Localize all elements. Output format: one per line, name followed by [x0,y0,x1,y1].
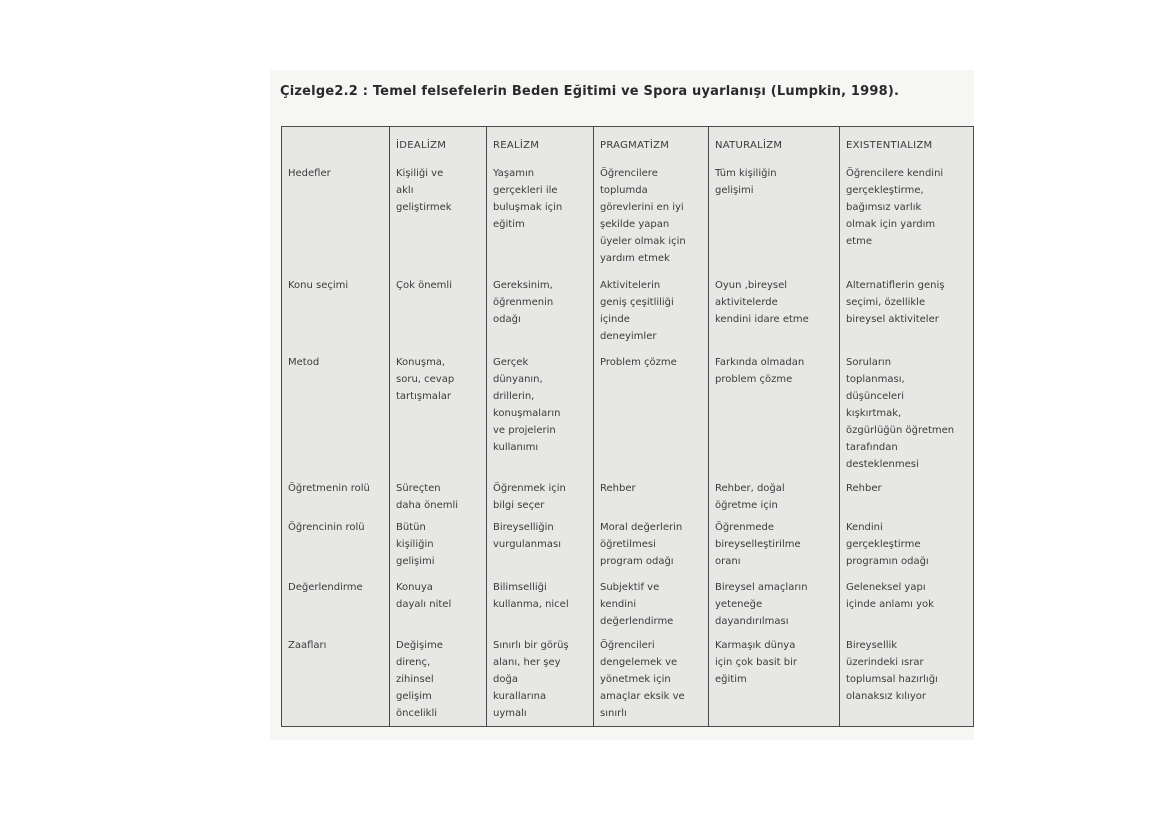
table-cell: Aktivitelerin geniş çeşitliliği içinde deneyimler [594,277,709,354]
table-row-ogretmenin-rolu [282,480,974,519]
table-cell: Subjektif ve kendini değerlendirme [594,579,709,637]
header-empty [282,127,390,165]
table-cell: Oyun ,bireysel aktivitelerde kendini idare etme [709,277,840,354]
table-cell: Tüm kişiliğin gelişimi [709,165,840,277]
table-cell: Rehber [840,480,974,519]
table-cell: Gerçek dünyanın, drillerin, konuşmaların ve projelerin kullanımı [487,354,594,480]
row-label: Öğretmenin rolü [282,480,390,519]
table-cell: Moral değerlerin öğretilmesi program odağı [594,519,709,579]
table-cell: Sınırlı bir görüş alanı, her şey doğa kurallarına uymalı [487,637,594,727]
table-cell: Bütün kişiliğin gelişimi [390,519,487,579]
table-cell: Öğrencileri dengelemek ve yönetmek için amaçlar eksik ve sınırlı [594,637,709,727]
row-label: Metod [282,354,390,480]
table-cell: Problem çözme [594,354,709,480]
table-cell: Öğrenmede bireyselleştirilme oranı [709,519,840,579]
header-naturalizm: NATURALİZM [709,127,840,165]
table-cell: Bireyselliğin vurgulanması [487,519,594,579]
table-cell: Rehber, doğal öğretme için [709,480,840,519]
row-label: Zaafları [282,637,390,727]
table-cell: Bilimselliği kullanma, nicel [487,579,594,637]
row-label: Konu seçimi [282,277,390,354]
table-row-konu-secimi [282,277,974,354]
table-cell: Değişime direnç, zihinsel gelişim öncelikli [390,637,487,727]
table-cell: Kişiliği ve aklı geliştirmek [390,165,487,277]
row-label: Hedefler [282,165,390,277]
table-cell: Konuya dayalı nitel [390,579,487,637]
table-cell: Yaşamın gerçekleri ile buluşmak için eğitim [487,165,594,277]
header-idealizm: İDEALİZM [390,127,487,165]
table-cell: Karmaşık dünya için çok basit bir eğitim [709,637,840,727]
table-cell: Bireysel amaçların yeteneğe dayandırılması [709,579,840,637]
philosophies-table [281,126,974,727]
table-row-metod [282,354,974,480]
table-row-ogrencinin-rolu [282,519,974,579]
table-cell: Konuşma, soru, cevap tartışmalar [390,354,487,480]
row-label: Öğrencinin rolü [282,519,390,579]
table-caption: Çizelge2.2 : Temel felsefelerin Beden Eğitimi ve Spora uyarlanışı (Lumpkin, 1998). [280,84,900,99]
header-realizm: REALİZM [487,127,594,165]
table-row-hedefler [282,165,974,277]
table-row-degerlendirme [282,579,974,637]
table-cell: Bireysellik üzerindeki ısrar toplumsal hazırlığı olanaksız kılıyor [840,637,974,727]
table-cell: Öğrencilere kendini gerçekleştirme, bağımsız varlık olmak için yardım etme [840,165,974,277]
table-row-zaaflari [282,637,974,727]
header-existentialism: EXISTENTIALIZM [840,127,974,165]
table-cell: Alternatiflerin geniş seçimi, özellikle bireysel aktiviteler [840,277,974,354]
header-pragmatizm: PRAGMATİZM [594,127,709,165]
table-cell: Farkında olmadan problem çözme [709,354,840,480]
table-cell: Öğrencilere toplumda görevlerini en iyi şekilde yapan üyeler olmak için yardım etmek [594,165,709,277]
table-cell: Öğrenmek için bilgi seçer [487,480,594,519]
table-cell: Soruların toplanması, düşünceleri kışkırtmak, özgürlüğün öğretmen tarafından desteklenmesi [840,354,974,480]
row-label: Değerlendirme [282,579,390,637]
table-cell: Rehber [594,480,709,519]
table-header-row [282,127,974,165]
table-cell: Gereksinim, öğrenmenin odağı [487,277,594,354]
table-cell: Geleneksel yapı içinde anlamı yok [840,579,974,637]
table-cell: Çok önemli [390,277,487,354]
table-cell: Süreçten daha önemli [390,480,487,519]
table-cell: Kendini gerçekleştirme programın odağı [840,519,974,579]
